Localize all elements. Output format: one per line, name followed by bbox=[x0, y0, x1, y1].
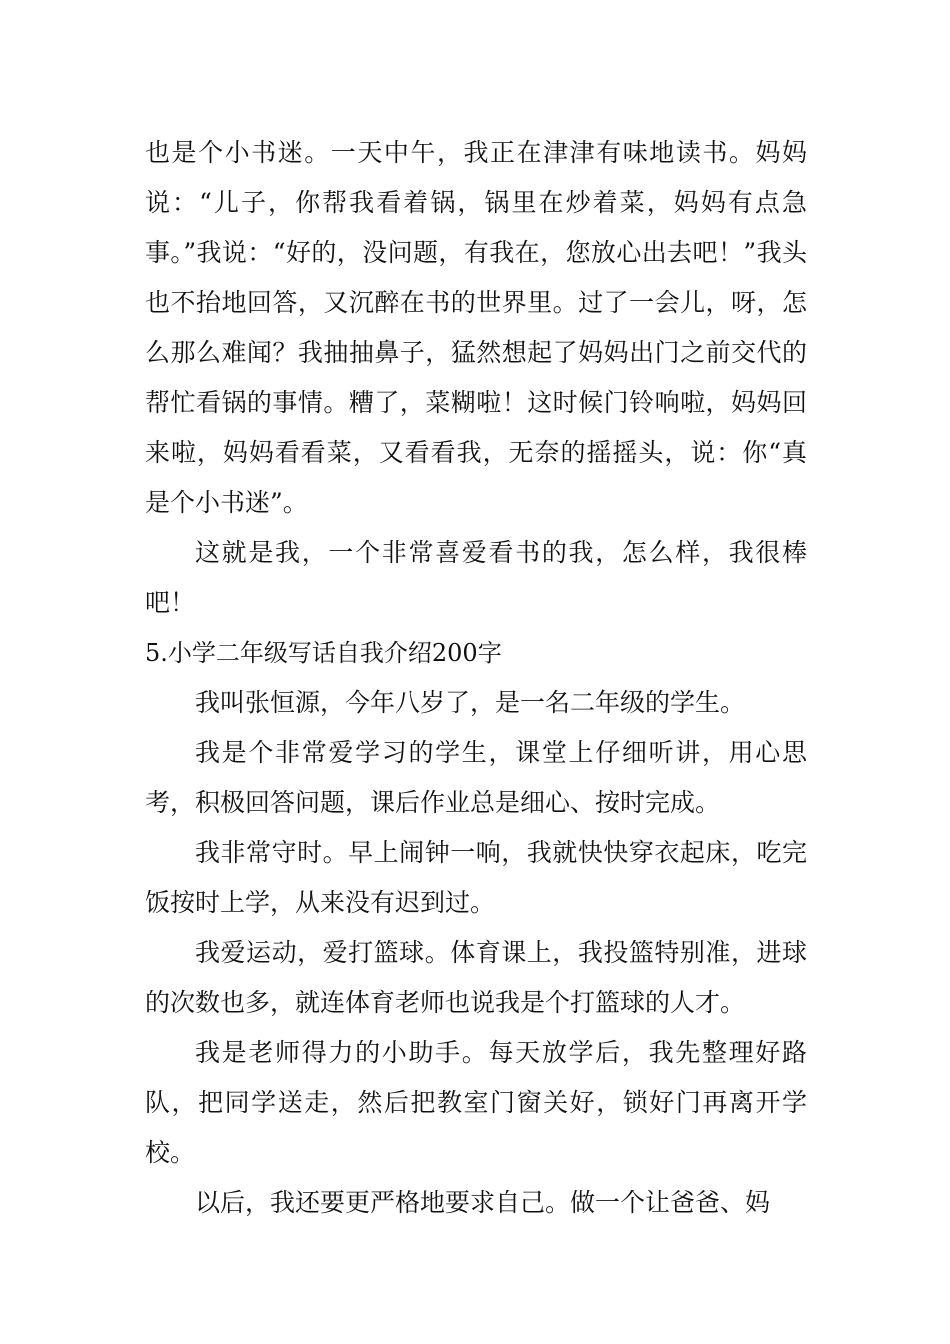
paragraph-future: 以后，我还要更严格地要求自己。做一个让爸爸、妈 bbox=[195, 1188, 771, 1217]
paragraph-study: 我是个非常爱学习的学生，课堂上仔细听讲，用心思考，积极回答问题，课后作业总是细心、按时完成。 bbox=[145, 738, 807, 817]
section-heading: 5.小学二年级写话自我介绍200字 bbox=[145, 639, 502, 667]
paragraph-book-lover-conclusion: 这就是我，一个非常喜爱看书的我，怎么样，我很棒吧！ bbox=[145, 538, 807, 617]
paragraph-book-lover-story: 也是个小书迷。一天中午，我正在津津有味地读书。妈妈说：“儿子，你帮我看着锅，锅里在炒着菜，妈妈有点急事。”我说：“好的，没问题，有我在，您放心出去吧！”我头也不抬地回答，又沉醉在书的世界里。过了一会儿，呀，怎么那么难闻？我抽抽鼻子，猛然想起了妈妈出门之前交代的帮忙看锅的事情。糟了，菜糊啦！这时候门铃响啦，妈妈回来啦，妈妈看看菜，又看看我，无奈的摇摇头，说：你“真是个小书迷”。 bbox=[145, 138, 807, 517]
paragraph-punctual: 我非常守时。早上闹钟一响，我就快快穿衣起床，吃完饭按时上学，从来没有迟到过。 bbox=[145, 838, 807, 917]
paragraph-intro: 我叫张恒源，今年八岁了，是一名二年级的学生。 bbox=[195, 688, 746, 717]
paragraph-sports: 我爱运动，爱打篮球。体育课上，我投篮特别准，进球的次数也多，就连体育老师也说我是个打篮球的人才。 bbox=[145, 938, 807, 1017]
paragraph-helper: 我是老师得力的小助手。每天放学后，我先整理好路队，把同学送走，然后把教室门窗关好，锁好门再离开学校。 bbox=[145, 1038, 807, 1167]
document-page bbox=[145, 128, 807, 1228]
